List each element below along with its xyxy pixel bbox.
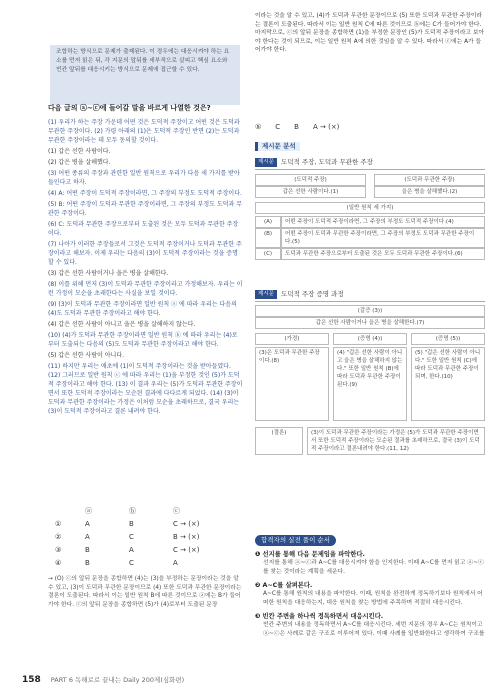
page-number: 158 bbox=[22, 675, 41, 685]
para-1: (1) 우리가 하는 주장 가운데 어떤 것은 도덕적 주장이고 어떤 것은 도덕과 무관한 주장이다. (2) 가령 아래의 (1)은 도덕적 주장인 반면 (2)는 도덕과 무관한 주장이라는 데 모두 동의할 것이다. bbox=[48, 119, 240, 144]
section-claims bbox=[255, 158, 485, 260]
nonmoral-claim-value: 을은 병을 살해했다.(2) bbox=[374, 186, 485, 198]
passage bbox=[48, 118, 243, 418]
tip-text-1: 선지를 통해 ⓐ~ⓒ과 A~C를 대응시켜야 함을 인지한다. 이때 A~C를 먼저 읽고 ⓐ~ⓒ를 찾는 것이라는 계획을 세운다. bbox=[263, 560, 484, 575]
para-3: (2) 갑은 병을 살해했다. bbox=[48, 159, 111, 166]
para-5: (4) A: 어떤 주장이 도덕적 주장이라면, 그 주장의 부정도 도덕적 주장이다. bbox=[48, 190, 242, 197]
rule-row: (A) 어떤 주장이 도덕적 주장이라면, 그 주장의 부정도 도덕적 주장이다.(4) bbox=[255, 216, 485, 228]
option-row[interactable]: ② A C B → (×) bbox=[55, 533, 200, 541]
rule-row: (C) 도덕과 무관한 주장으로부터 도출된 것은 모두 도덕과 무관한 주장이다.(6) bbox=[255, 248, 485, 260]
para-8: (7) 나아가 이러한 주장들로서 그것은 도덕적 주장이거나 도덕과 무관한 주장이라고 해보자. 이제 우리는 다음의 (3)이 도덕적 주장이라는 것을 증명할 수 있다. bbox=[48, 241, 242, 266]
para-2: (1) 갑은 선한 사람이다. bbox=[48, 148, 111, 155]
tip-item-3: ❸ 빈칸 주변을 하나씩 정독하면서 대응시킨다. bbox=[255, 613, 384, 620]
tip-text-3: 빈칸 주변의 내용을 정독하면서 A~C를 대응시킨다. 세번 지문의 경우 A~C는 원칙이고 ⓐ~ⓒ은 사례로 같은 구조로 이루어져 있다. 이때 사례를 일반화한다고 생각하여 구조를 bbox=[263, 622, 485, 637]
para-10: (8) 이를 위해 먼저 (3)이 도덕과 무관한 주장이라고 가정해보자. 우리는 이런 가정이 모순을 초래한다는 사실을 보일 것이다. bbox=[48, 281, 243, 297]
section-title: 도덕적 주장, 도덕과 무관한 주장 bbox=[280, 158, 373, 166]
option-row[interactable]: ① A B C → (×) bbox=[55, 520, 200, 528]
col-assume-head: (가정) bbox=[255, 333, 329, 345]
explain-right: 이라는 것을 알 수 있고, (4)가 도덕과 무관한 문장이므로 (5) 또한 도덕과 무관한 주장이라는 결론이 도출된다. 따라서 이는 일반 원칙 C에 따른 것이므로 ⓑ에는 C가 들어가야 한다. 마지막으로, ⓒ의 앞뒤 문장을 종합하면 (1)을 부정한 문장인 (5)가 도덕적 주장이라고 보아야 한다는 것이 되므로, 이는 일반 원칙 A에 의한 것임을 알 수 있다. 따라서 ⓒ에는 A가 들어가야 한다. bbox=[255, 13, 485, 53]
para-12: (4) 갑은 선한 사람이 아니고 을은 병을 살해하지 않는다. bbox=[48, 321, 196, 328]
para-6: (5) B: 어떤 주장이 도덕과 무관한 주장이라면, 그 주장의 부정도 도덕과 무관한 주장이다. bbox=[48, 201, 243, 217]
tip-item-1: ❶ 선지를 통해 다음 문제임을 파악한다. bbox=[255, 551, 365, 558]
result-head: (결론) bbox=[255, 427, 303, 455]
col-proof5-head: (증명 (5)) bbox=[411, 333, 485, 345]
footer-text: PART 6 독해로로 끝내는 Daily 200제(심화편) bbox=[50, 676, 185, 684]
question-title: 다음 글의 ⓐ~ⓒ에 들어갈 말을 바르게 나열한 것은? bbox=[48, 104, 211, 112]
page-footer bbox=[22, 676, 482, 685]
options bbox=[55, 505, 240, 570]
claim-head: (갈증 (3)) bbox=[255, 305, 485, 317]
opt-head-c: ⓒ bbox=[173, 507, 180, 515]
opt-head-b: ⓑ bbox=[129, 507, 136, 515]
option-row[interactable]: ③ B A C → (×) bbox=[55, 546, 200, 554]
intro-note: 조합하는 방식으로 문제가 출제된다. 이 경우에는 대응시켜야 하는 요소를 먼저 읽은 뒤, 각 지문의 앞뒤를 세부적으로 살피고 핵심 요소와 빈칸 앞뒤를 대응시키는 방식으로 문제에 접근할 수 있다. bbox=[50, 45, 240, 105]
options-header bbox=[55, 505, 240, 518]
section-title: 도덕적 주장 증명 과정 bbox=[280, 290, 344, 298]
analysis-tag: 제시문 분석 bbox=[255, 142, 300, 151]
explain-left: → (O) ⓒ의 앞뒤 문장을 종합하면 (4)는 (3)을 부정하는 문장이라는 것을 알 수 있고, (3)이 도덕과 무관한 문장이므로 (4) 또한 도덕과 무관한 문장이라는 결론이 도출된다. 따라서 이는 일반 원칙 B에 따른 것이므로 ⓐ에는 B가 들어가야 한다. ⓒ의 앞뒤 문장을 종합하면 (5)가 (4)로부터 도출된 문장 bbox=[48, 576, 242, 608]
col-proof4-text: (4) "갑은 선한 사람이 아니고 을은 병을 살해하지 않는다." 또한 일반 원칙 (B)에 따라 도덕과 무관한 주장이 된다.(9) bbox=[333, 347, 407, 421]
para-7: (6) C: 도덕과 무관한 주장으로부터 도출된 것은 모두 도덕과 무관한 주장이다. bbox=[48, 221, 239, 237]
option-row[interactable]: ④ B C A bbox=[55, 559, 178, 567]
tip-box bbox=[255, 535, 485, 639]
para-4: (3) 어떤 종류의 주장과 관련한 일반 원칙으로 우리가 다음 세 가지를 받아들인다고 하자. bbox=[48, 170, 240, 186]
moral-claim-head: (도덕적 주장) bbox=[255, 174, 366, 186]
section-label: 제시문 bbox=[255, 290, 277, 299]
col-assume-text: (3)은 도덕과 무관한 주장이다.(8) bbox=[255, 347, 329, 421]
rule-row: (B) 어떤 주장이 도덕과 무관한 주장이라면, 그 주장의 부정도 도덕과 무관한 주장이다.(5) bbox=[255, 228, 485, 248]
para-15: (11) 하지만 우리는 애초에 (1)이 도덕적 주장이라는 것을 받아들였다. (12) 그러므로 일반 원칙 ⓒ 에 따라 우리는 (1)을 부정한 것인 (5)가 도덕적 주장이라고 해야 한다. (13) 이 결과 우리는 (5)가 도덕과 무관한 주장이면서 또한 도덕적 주장이라는 모순된 결과에 다다르게 되었다. (14) (3)이 도덕과 무관한 주장이라는 가정은 이처럼 모순을 초래하므로, 결국 우리는 (3)이 도덕적 주장이라고 결론 내려야 한다. bbox=[48, 363, 243, 415]
section-proof bbox=[255, 290, 485, 455]
para-14: (5) 갑은 선한 사람이 아니다. bbox=[48, 352, 124, 359]
nonmoral-claim-head: (도덕과 무관한 주장) bbox=[374, 174, 485, 186]
answer-row: ⑤ C B A → (×) bbox=[255, 123, 340, 131]
col-proof5-text: (5) "갑은 선한 사람이 아니다." 도한 일반 원칙 (C)에 따라 도덕과 무관한 주장이 되며, 한다.(10) bbox=[411, 347, 485, 421]
result-text: (3)이 도덕과 무관한 주장이라는 가정은 (5)가 도덕과 무관한 주장이면서 또한 도덕적 주장이라는 모순된 결과를 초래하므로, 결국 (3)이 도덕적 주장이라고 결론내려야 한다.(11, 12) bbox=[307, 427, 485, 455]
opt-head-a: ⓐ bbox=[85, 507, 92, 515]
moral-claim-value: 갑은 선한 사람이다.(1) bbox=[255, 186, 366, 198]
tip-text-2: A~C를 통해 원칙의 내용을 파악한다. 이때, 원칙을 완전하게 정독하기보다 원칙에서 어떠한 원칙을 대응하는지, 대응 원칙을 찾는 방법에 주목하며 적절히 대응시킨다. bbox=[263, 591, 483, 606]
tip-head: 합격자의 실전 풀이 순서 bbox=[255, 535, 336, 546]
col-proof4-head: (증명 (4)) bbox=[333, 333, 407, 345]
para-9: (3) 갑은 선한 사람이거나 을은 병을 살해한다. bbox=[48, 270, 169, 277]
para-13: (10) (4)가 도덕과 무관한 주장이라면 일반 원칙 ⓑ 에 따라 우리는 (4)로부터 도출되는 다음의 (5)도 도덕과 무관한 주장이라고 해야 한다. bbox=[48, 332, 238, 348]
section-label: 제시문 bbox=[255, 158, 277, 167]
principle-head: (일반 원칙 세 가지) bbox=[255, 202, 485, 214]
claim-text: 갑은 선한 사람이거나 을은 병을 살해한다.(7) bbox=[255, 317, 485, 329]
tip-item-2: ❷ A~C를 살펴본다. bbox=[255, 582, 313, 589]
para-11: (9) (3)이 도덕과 무관한 주장이라면 일반 원칙 ⓐ 에 따라 우리는 다음의 (4)도 도덕과 무관한 주장이라고 해야 한다. bbox=[48, 301, 237, 317]
